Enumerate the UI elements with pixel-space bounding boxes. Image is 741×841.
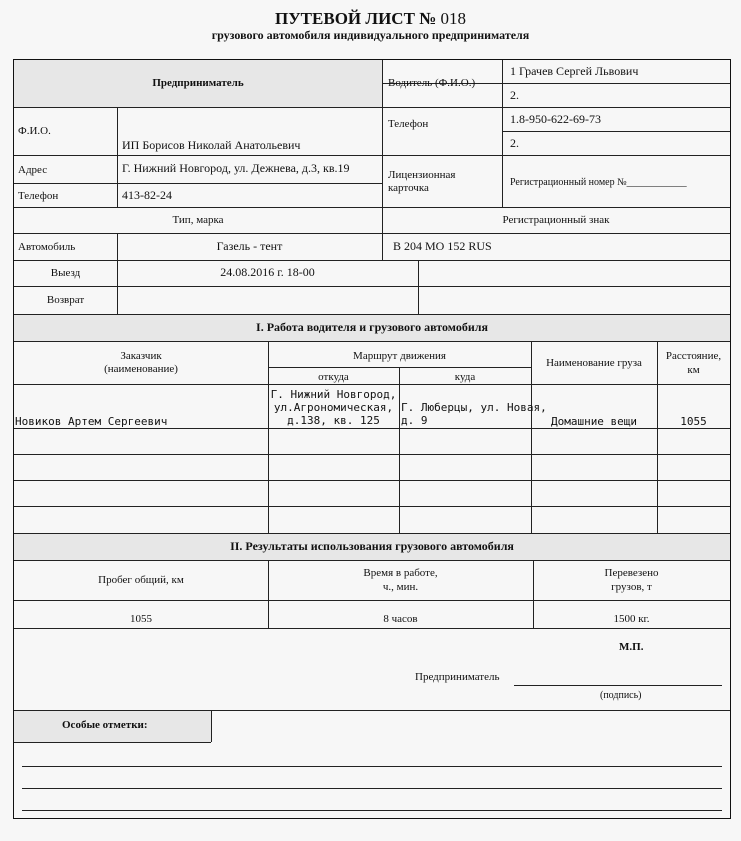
entrepreneur-phone-label: Телефон: [18, 190, 59, 202]
customer-header-1: Заказчик: [120, 350, 162, 362]
cargo-total-header-2: грузов, т: [611, 581, 652, 593]
license-label-2: карточка: [388, 182, 429, 194]
row-from-3: д.138, кв. 125: [287, 414, 380, 427]
title-prefix: ПУТЕВОЙ ЛИСТ №: [274, 9, 437, 28]
notes-line-2: [22, 788, 722, 789]
stamp-label: М.П.: [619, 641, 644, 653]
page-title: [0, 10, 741, 28]
driver-1: 1 Грачев Сергей Львович: [510, 64, 639, 78]
notes-label: Особые отметки:: [62, 719, 148, 731]
row-to-2: д. 9: [401, 414, 428, 427]
signature-caption: (подпись): [600, 690, 642, 701]
vehicle-label: Автомобиль: [18, 241, 76, 253]
row-from-2: ул.Агрономическая,: [273, 401, 394, 414]
address-value: Г. Нижний Новгород, ул. Дежнева, д.3, кв.19: [122, 161, 350, 175]
vehicle-type-header: Тип, марка: [172, 214, 224, 226]
title-number: 018: [440, 9, 466, 28]
worktime-header-2: ч., мин.: [382, 581, 419, 593]
row-distance: 1055: [680, 415, 707, 428]
departure-label: Выезд: [50, 267, 81, 279]
row-from-1: Г. Нижний Новгород,: [270, 388, 397, 401]
row-to-1: Г. Люберцы, ул. Новая,: [401, 401, 547, 414]
driver-label: Водитель (Ф.И.О.): [388, 77, 476, 89]
form-frame: [13, 59, 731, 819]
distance-header-2: км: [687, 364, 700, 376]
signature-line: [514, 685, 722, 686]
vehicle-reg-value: В 204 МО 152 RUS: [393, 239, 492, 253]
mileage-value: 1055: [130, 613, 152, 625]
vehicle-type-value: Газель - тент: [216, 239, 283, 253]
address-label: Адрес: [18, 164, 48, 176]
distance-header-1: Расстояние,: [665, 350, 722, 362]
section1-title: I. Работа водителя и грузового автомобиля: [256, 320, 488, 334]
driver-phone-label: Телефон: [388, 118, 429, 130]
from-header: откуда: [318, 371, 349, 383]
registration-number: Регистрационный номер №____________: [510, 177, 687, 188]
entrepreneur-phone-value: 413-82-24: [122, 188, 172, 202]
section2-title: II. Результаты использования грузового автомобиля: [230, 539, 514, 553]
to-header: куда: [454, 371, 476, 383]
cargo-total-value: 1500 кг.: [613, 613, 650, 625]
driver-2: 2.: [510, 88, 519, 102]
signature-label: Предприниматель: [415, 671, 500, 683]
departure-value: 24.08.2016 г. 18-00: [220, 265, 315, 279]
fio-value: ИП Борисов Николай Анатольевич: [122, 138, 301, 152]
row-cargo: Домашние вещи: [550, 415, 638, 428]
fio-label: Ф.И.О.: [18, 125, 51, 137]
route-header: Маршрут движения: [353, 350, 446, 362]
mileage-header: Пробег общий, км: [98, 574, 184, 586]
entrepreneur-heading: Предприниматель: [152, 77, 244, 89]
notes-line-1: [22, 766, 722, 767]
customer-header-2: (наименование): [104, 363, 178, 375]
return-label: Возврат: [46, 294, 85, 306]
worktime-value: 8 часов: [383, 613, 418, 625]
page-subtitle: грузового автомобиля индивидуального предпринимателя: [211, 28, 530, 42]
license-label-1: Лицензионная: [388, 169, 456, 181]
cargo-header: Наименование груза: [546, 357, 642, 369]
vehicle-reg-header: Регистрационный знак: [502, 214, 610, 226]
notes-line-3: [22, 810, 722, 811]
worktime-header-1: Время в работе,: [363, 567, 438, 579]
driver-phone-1: 1.8-950-622-69-73: [510, 112, 601, 126]
cargo-total-header-1: Перевезено: [604, 567, 659, 579]
row-customer: Новиков Артем Сергеевич: [15, 415, 168, 428]
driver-phone-2: 2.: [510, 136, 519, 150]
